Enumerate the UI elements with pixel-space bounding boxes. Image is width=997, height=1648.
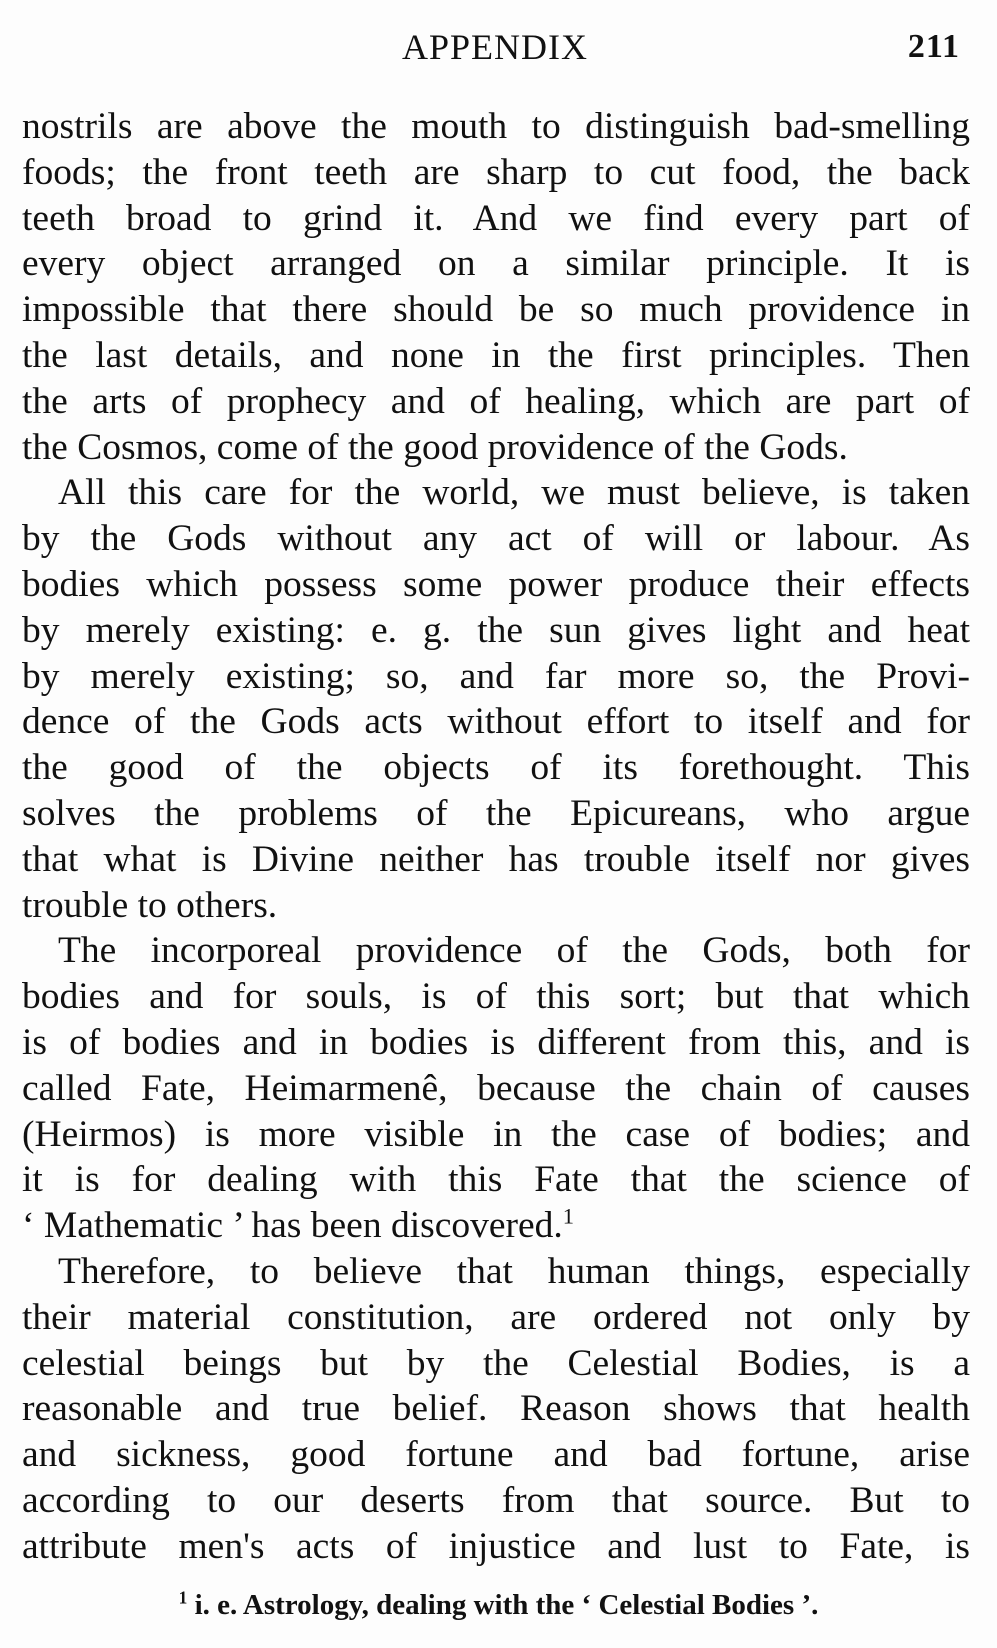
text-line: the arts of prophecy and of healing, which are part of	[22, 380, 970, 422]
footnote	[0, 1585, 997, 1625]
text-line: trouble to others.	[22, 884, 278, 926]
paragraph-start-line: The incorporeal providence of the Gods, both for	[58, 930, 970, 972]
body-text	[22, 104, 970, 1570]
text-line: nostrils are above the mouth to distinguish bad-smelling	[22, 106, 970, 147]
text-line: bodies and for souls, is of this sort; but that which	[22, 976, 970, 1018]
text-line-with-footnote	[22, 1203, 970, 1249]
text-line: called Fate, Heimarmenê, because the chain of causes	[22, 1067, 970, 1109]
text-line: the last details, and none in the first principles. Then	[22, 334, 970, 376]
text-line: that what is Divine neither has trouble itself nor gives	[22, 838, 970, 880]
text-line: reasonable and true belief. Reason shows that health	[22, 1388, 970, 1430]
text-line: solves the problems of the Epicureans, who argue	[22, 792, 970, 834]
text-line: the Cosmos, come of the good providence of the Gods.	[22, 426, 848, 468]
text-line: bodies which possess some power produce their effects	[22, 563, 970, 605]
running-title: APPENDIX	[401, 27, 588, 67]
running-head	[20, 22, 970, 72]
text-line: impossible that there should be so much providence in	[22, 289, 970, 331]
line-text: ‘ Mathematic ’ has been discovered.	[22, 1205, 563, 1247]
text-line: celestial beings but by the Celestial Bodies, is a	[22, 1342, 970, 1384]
page-number: 211	[907, 28, 960, 65]
footnote-reference: 1	[562, 1203, 574, 1229]
text-line: according to our deserts from that source. But to	[22, 1479, 970, 1521]
text-line: it is for dealing with this Fate that the science of	[22, 1159, 970, 1201]
text-line: attribute men's acts of injustice and lust to Fate, is	[22, 1525, 970, 1567]
text-line: their material constitution, are ordered not only by	[22, 1296, 970, 1338]
text-line: by merely existing: e. g. the sun gives light and heat	[22, 609, 970, 651]
paragraph-start-line: All this care for the world, we must believe, is taken	[58, 472, 970, 514]
paragraph-start-line: Therefore, to believe that human things, especially	[58, 1250, 970, 1292]
text-line: the good of the objects of its forethought. This	[22, 747, 970, 789]
text-line: foods; the front teeth are sharp to cut food, the back	[22, 151, 970, 193]
text-line: (Heirmos) is more visible in the case of bodies; and	[22, 1113, 970, 1155]
text-line: and sickness, good fortune and bad fortune, arise	[22, 1434, 970, 1476]
text-line: dence of the Gods acts without effort to itself and for	[22, 701, 970, 743]
footnote-text: i. e. Astrology, dealing with the ‘ Celestial Bodies ’.	[194, 1589, 819, 1621]
text-line: by the Gods without any act of will or labour. As	[22, 518, 970, 560]
text-line: is of bodies and in bodies is different from this, and is	[22, 1021, 970, 1063]
text-line: by merely existing; so, and far more so, the Provi-	[22, 655, 970, 697]
text-line: every object arranged on a similar principle. It is	[22, 243, 970, 285]
text-line: teeth broad to grind it. And we find every part of	[22, 197, 970, 239]
footnote-marker: 1	[178, 1587, 188, 1608]
